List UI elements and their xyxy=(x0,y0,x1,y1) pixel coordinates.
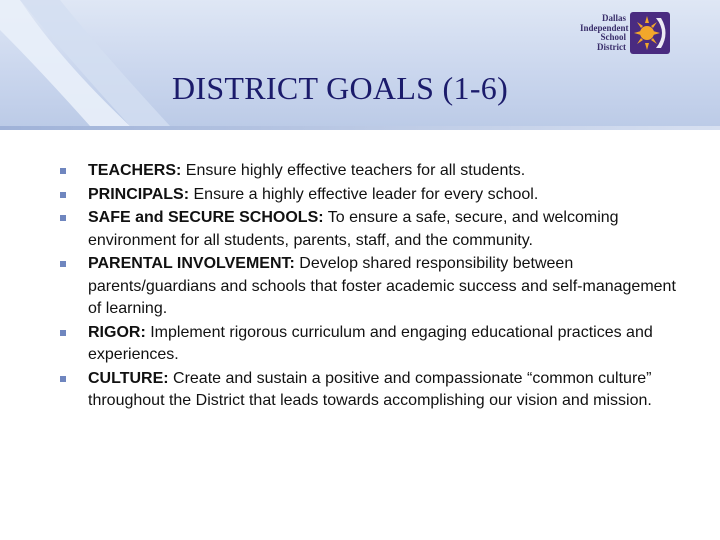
square-bullet-icon xyxy=(60,192,66,198)
goal-item-parental-involvement xyxy=(56,253,676,321)
goal-label: PRINCIPALS: xyxy=(88,185,190,203)
square-bullet-icon xyxy=(60,168,66,174)
slide-title: DISTRICT GOALS (1-6) xyxy=(171,70,509,106)
header-divider xyxy=(0,126,720,130)
square-bullet-icon xyxy=(60,330,66,336)
goal-text: Ensure highly effective teachers for all students. xyxy=(181,162,526,179)
square-bullet-icon xyxy=(60,376,66,382)
goal-label: CULTURE: xyxy=(88,369,169,387)
goal-item-safe-schools xyxy=(56,207,676,252)
goal-label: RIGOR: xyxy=(88,323,146,341)
goal-text: Ensure a highly effective leader for every school. xyxy=(189,185,539,203)
goal-item-principals xyxy=(56,184,676,207)
goals-list xyxy=(56,160,676,414)
logo-line: Dallas xyxy=(601,13,626,23)
logo-line: School xyxy=(600,32,626,42)
goal-text: Create and sustain a positive and compassionate “common culture” throughout the District that leads towards accomplishing our vision and mission. xyxy=(88,369,652,409)
goal-label: SAFE and SECURE SCHOOLS: xyxy=(88,209,324,226)
logo-wordmark xyxy=(580,13,629,52)
logo-line: District xyxy=(597,41,626,52)
sun-logo-icon xyxy=(630,12,670,54)
goal-text: Implement rigorous curriculum and engaging educational practices and experiences. xyxy=(88,323,653,363)
logo-line: Independent xyxy=(580,22,629,33)
goal-item-culture xyxy=(56,368,676,413)
goal-text: To ensure a safe, secure, and welcoming environment for all students, parents, staff, and the community. xyxy=(88,209,619,249)
goal-label: TEACHERS: xyxy=(88,162,182,179)
goal-text: Develop shared responsibility between parents/guardians and schools that foster academic success and self-management of learning. xyxy=(88,255,676,317)
goal-label: PARENTAL INVOLVEMENT: xyxy=(88,255,295,272)
district-logo xyxy=(580,10,672,56)
goal-item-teachers xyxy=(56,160,676,183)
square-bullet-icon xyxy=(60,261,66,267)
goal-item-rigor xyxy=(56,322,676,367)
square-bullet-icon xyxy=(60,215,66,221)
